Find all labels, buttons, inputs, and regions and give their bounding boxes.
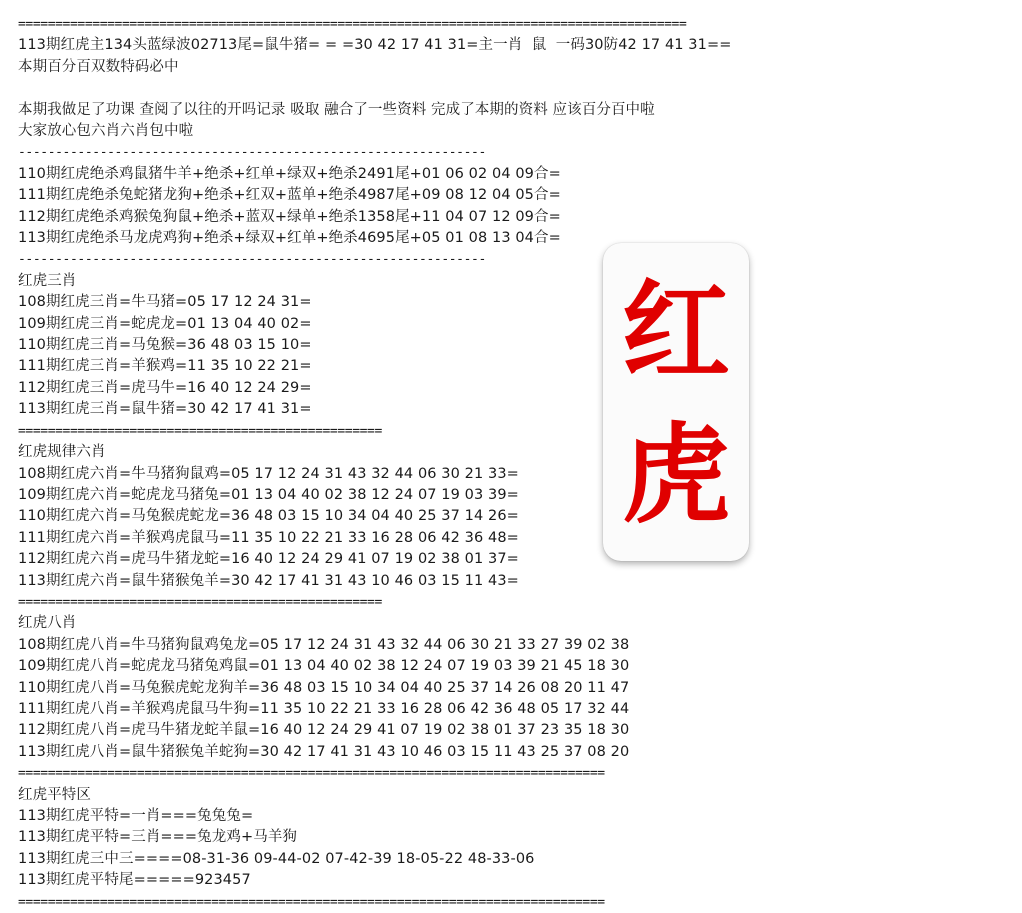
separator-eq-3: =============================================================================== xyxy=(18,766,605,782)
sanxiao-line-2: 109期红虎三肖=蛇虎龙=01 13 04 40 02= xyxy=(18,315,312,332)
logo-char-hu: 虎 xyxy=(621,412,730,538)
pingte-line-4: 113期红虎平特尾=====923457 xyxy=(18,872,251,889)
liuxiao-line-5: 112期红虎六肖=虎马牛猪龙蛇=16 40 12 24 29 41 07 19 02 38 01 37= xyxy=(18,551,519,568)
sanxiao-line-1: 108期红虎三肖=牛马猪=05 17 12 24 31= xyxy=(18,294,312,311)
red-tiger-logo-card xyxy=(603,243,749,561)
liuxiao-title: 红虎规律六肖 xyxy=(18,444,106,461)
intro-line-2: 大家放心包六肖六肖包中啦 xyxy=(18,123,194,140)
header-line-2: 本期百分百双数特码必中 xyxy=(18,58,179,75)
logo-inner xyxy=(603,243,749,561)
baxiao-line-2: 109期红虎八肖=蛇虎龙马猪兔鸡鼠=01 13 04 40 02 38 12 24 07 19 03 39 21 45 18 30 xyxy=(18,658,630,675)
juesha-line-4: 113期红虎绝杀马龙虎鸡狗+绝杀+绿双+红单+绝杀4695尾+05 01 08 13 04合= xyxy=(18,230,561,247)
liuxiao-line-4: 111期红虎六肖=羊猴鸡虎鼠马=11 35 10 22 21 33 16 28 06 42 36 48= xyxy=(18,529,519,546)
sanxiao-line-3: 110期红虎三肖=马兔猴=36 48 03 15 10= xyxy=(18,337,312,354)
separator-dash-2: --------------------------------------------------------------- xyxy=(18,252,486,268)
juesha-line-1: 110期红虎绝杀鸡鼠猪牛羊+绝杀+红单+绿双+绝杀2491尾+01 06 02 04 09合= xyxy=(18,165,561,182)
logo-char-hong: 红 xyxy=(621,269,730,396)
separator-eq-4: =============================================================================== xyxy=(18,894,605,910)
baxiao-line-4: 111期红虎八肖=羊猴鸡虎鼠马牛狗=11 35 10 22 21 33 16 28 06 42 36 48 05 17 32 44 xyxy=(18,700,630,717)
separator-eq-1: ================================================= xyxy=(18,423,382,439)
separator-eq-2: ================================================= xyxy=(18,594,382,610)
sanxiao-line-5: 112期红虎三肖=虎马牛=16 40 12 24 29= xyxy=(18,379,312,396)
pingte-line-2: 113期红虎平特=三肖===兔龙鸡+马羊狗 xyxy=(18,829,298,846)
liuxiao-line-6: 113期红虎六肖=鼠牛猪猴兔羊=30 42 17 41 31 43 10 46 03 15 11 43= xyxy=(18,572,519,589)
pingte-title: 红虎平特区 xyxy=(18,786,91,803)
pingte-line-1: 113期红虎平特=一肖===兔兔兔= xyxy=(18,808,254,825)
juesha-line-3: 112期红虎绝杀鸡猴兔狗鼠+绝杀+蓝双+绿单+绝杀1358尾+11 04 07 12 09合= xyxy=(18,208,561,225)
header-line-1: 113期红虎主134头蓝绿波02713尾=鼠牛猪= = =30 42 17 41 31=主一肖 鼠 一码30防42 17 41 31== xyxy=(18,37,732,54)
pingte-line-3: 113期红虎三中三====08-31-36 09-44-02 07-42-39 18-05-22 48-33-06 xyxy=(18,850,535,867)
separator-dash-1: --------------------------------------------------------------- xyxy=(18,145,486,161)
intro-line-1: 本期我做足了功课 查阅了以往的开吗记录 吸取 融合了一些资料 完成了本期的资料 应该百分百中啦 xyxy=(18,101,655,118)
baxiao-title: 红虎八肖 xyxy=(18,615,77,632)
baxiao-line-1: 108期红虎八肖=牛马猪狗鼠鸡兔龙=05 17 12 24 31 43 32 44 06 30 21 33 27 39 02 38 xyxy=(18,636,630,653)
text-content xyxy=(18,14,948,913)
liuxiao-line-2: 109期红虎六肖=蛇虎龙马猪兔=01 13 04 40 02 38 12 24 07 19 03 39= xyxy=(18,486,519,503)
sanxiao-line-4: 111期红虎三肖=羊猴鸡=11 35 10 22 21= xyxy=(18,358,312,375)
sanxiao-title: 红虎三肖 xyxy=(18,272,77,289)
liuxiao-line-1: 108期红虎六肖=牛马猪狗鼠鸡=05 17 12 24 31 43 32 44 06 30 21 33= xyxy=(18,465,519,482)
liuxiao-line-3: 110期红虎六肖=马兔猴虎蛇龙=36 48 03 15 10 34 04 40 25 37 14 26= xyxy=(18,508,519,525)
separator-top: ========================================================================================== xyxy=(18,17,687,32)
baxiao-line-6: 113期红虎八肖=鼠牛猪猴兔羊蛇狗=30 42 17 41 31 43 10 46 03 15 11 43 25 37 08 20 xyxy=(18,743,630,760)
blank-1 xyxy=(18,78,948,99)
sanxiao-line-6: 113期红虎三肖=鼠牛猪=30 42 17 41 31= xyxy=(18,401,312,418)
baxiao-line-3: 110期红虎八肖=马兔猴虎蛇龙狗羊=36 48 03 15 10 34 04 40 25 37 14 26 08 20 11 47 xyxy=(18,679,630,696)
baxiao-line-5: 112期红虎八肖=虎马牛猪龙蛇羊鼠=16 40 12 24 29 41 07 19 02 38 01 37 23 35 18 30 xyxy=(18,722,630,739)
juesha-line-2: 111期红虎绝杀兔蛇猪龙狗+绝杀+红双+蓝单+绝杀4987尾+09 08 12 04 05合= xyxy=(18,187,561,204)
